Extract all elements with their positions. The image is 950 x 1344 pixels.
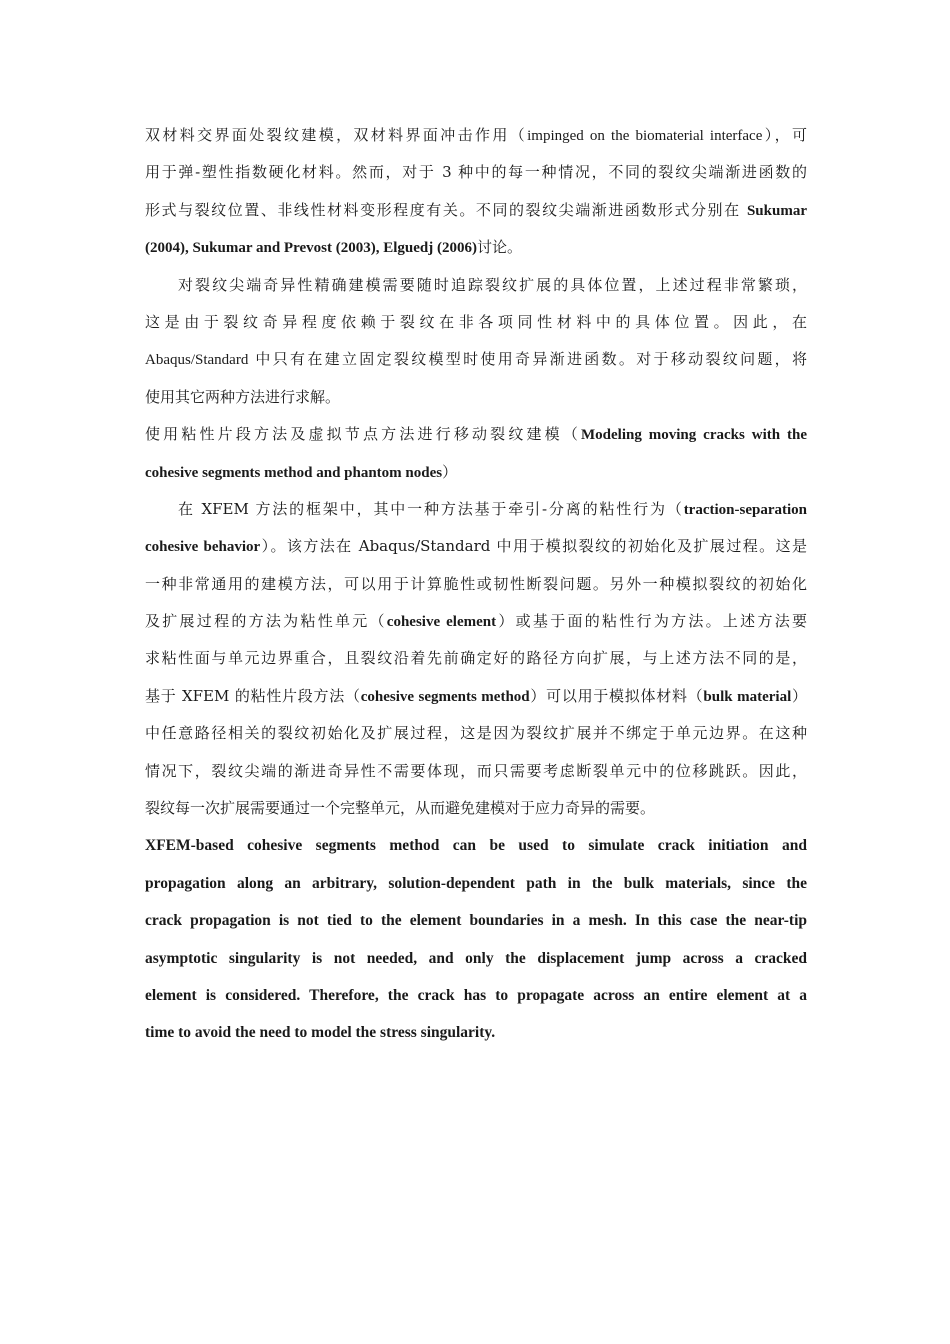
paragraph-2 [145,267,807,417]
text-line: 形式与裂纹位置、非线性材料变形程度有关。不同的裂纹尖端渐进函数形式分别在 Sukumar [145,200,807,219]
text-line: 双材料交界面处裂纹建模，双材料界面冲击作用（impinged on the biomaterial interface），可 [145,126,807,144]
paragraph-3 [145,491,807,828]
text-line: 中任意路径相关的裂纹初始化及扩展过程，这是因为裂纹扩展并不绑定于单元边界。在这种 [145,724,807,743]
text-line: 用于弹-塑性指数硬化材料。然而，对于 3 种中的每一种情况，不同的裂纹尖端渐进函数的 [145,163,807,182]
text-line: 求粘性面与单元边界重合，且裂纹沿着先前确定好的路径方向扩展，与上述方法不同的是， [145,649,807,668]
text-line: 基于 XFEM 的粘性片段方法（cohesive segments method）可以用于模拟体材料（bulk material） [145,686,807,705]
text-line: 一种非常通用的建模方法，可以用于计算脆性或韧性断裂问题。另外一种模拟裂纹的初始化 [145,574,807,593]
text-line: 情况下，裂纹尖端的渐进奇异性不需要体现，而只需要考虑断裂单元中的位移跳跃。因此， [145,761,807,780]
text-line: 及扩展过程的方法为粘性单元（cohesive element）或基于面的粘性行为方法。上述方法要 [145,612,807,631]
paragraph-1 [145,117,807,267]
text-line: element is considered. Therefore, the crack has to propagate across an entire element at a [145,986,807,1004]
text-line: cohesive behavior）。该方法在 Abaqus/Standard 中用于模拟裂纹的初始化及扩展过程。这是 [145,537,807,556]
text-line: crack propagation is not tied to the element boundaries in a mesh. In this case the near-tip [145,912,807,930]
text-line: XFEM-based cohesive segments method can be used to simulate crack initiation and [145,837,807,855]
text-line: 使用其它两种方法进行求解。 [145,387,341,406]
heading-line: 使用粘性片段方法及虚拟节点方法进行移动裂纹建模（Modeling moving cracks with the [145,425,807,444]
text-line: time to avoid the need to model the stress singularity. [145,1024,496,1042]
section-heading [145,416,807,491]
text-line: 裂纹每一次扩展需要通过一个完整单元，从而避免建模对于应力奇异的需要。 [145,799,656,818]
text-line: (2004), Sukumar and Prevost (2003), Elguedj (2006)讨论。 [145,238,522,257]
text-line: propagation along an arbitrary, solution-dependent path in the bulk materials, since the [145,874,807,892]
text-line: asymptotic singularity is not needed, and only the displacement jump across a cracked [145,949,807,967]
text-line: 这是由于裂纹奇异程度依赖于裂纹在非各项同性材料中的具体位置。因此，在 [145,312,807,331]
text-line: 在 XFEM 方法的框架中，其中一种方法基于牵引-分离的粘性行为（traction-separation [178,499,807,518]
text-line: Abaqus/Standard 中只有在建立固定裂纹模型时使用奇异渐进函数。对于移动裂纹问题，将 [145,350,807,369]
text-line: 对裂纹尖端奇异性精确建模需要随时追踪裂纹扩展的具体位置，上述过程非常繁琐， [178,275,807,294]
english-paragraph [145,827,807,1051]
heading-line: cohesive segments method and phantom nodes） [145,462,458,481]
document-page [145,117,807,1052]
